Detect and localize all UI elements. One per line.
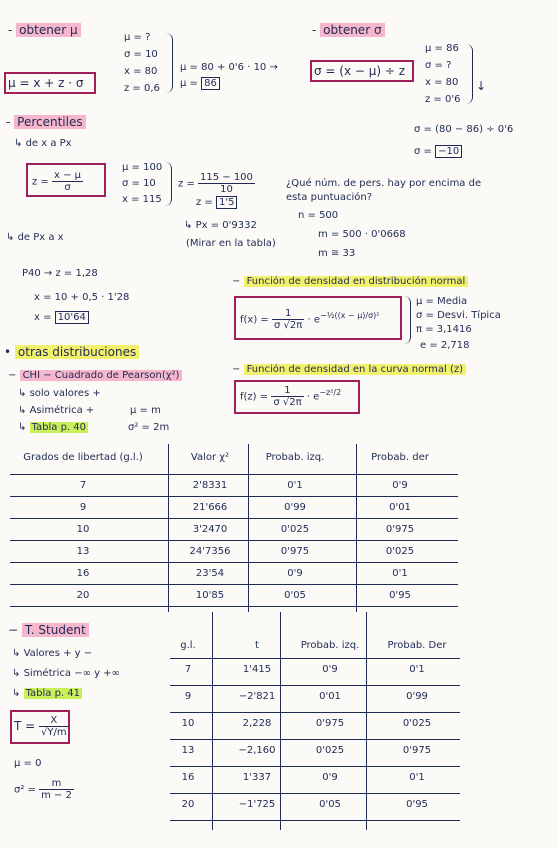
t-mu: μ = 0 [14,758,42,769]
table-cell: 20 [181,799,195,810]
chi-title: − CHI − Cuadrado de Pearson(χ²) [8,370,182,381]
legend-e: e = 2,718 [420,340,470,351]
arrow-down-icon: ↓ [476,79,487,93]
table-cell: −2'821 [238,691,276,702]
table-column-line [356,444,357,612]
given-z: z = 0,6 [124,83,160,94]
table-cell: 0'05 [284,590,306,601]
calc-mu-2: μ = 86 [180,78,220,89]
table-cell: 21'666 [192,502,228,513]
legend-sigma: σ = Desvi. Típica [416,310,501,321]
table-cell: 0'9 [287,568,303,579]
table-cell: 1'415 [242,664,272,675]
given-z: z = 0'6 [425,94,461,105]
question-line-2: esta puntuación? [286,192,373,203]
chi-item-2: ↳ Asimétrica + [18,405,95,416]
table-cell: 20 [76,590,90,601]
table-cell: −1'725 [238,799,276,810]
m-value: m = 500 · 0'0668 [318,229,406,240]
table-cell: 1'337 [242,772,272,783]
table-cell: 2,228 [242,718,272,729]
table-cell: 0'025 [280,524,310,535]
table-cell: 0'99 [406,691,428,702]
section-title-obtener-mu: - obtener μ [8,24,81,37]
table-cell: 0'025 [315,745,345,756]
formula-mu: μ = x + z · σ [8,76,84,90]
formula-t: T = $\frac{X}{√Y/m}$ [14,715,67,738]
table-cell: 0'9 [322,772,338,783]
result-sigma: −10 [435,145,462,158]
given-sigma: σ = ? [425,60,452,71]
section-title-otras: • otras distribuciones [4,346,139,359]
brace [165,162,172,206]
table-row-line [170,685,460,686]
table-header-cell: Valor χ² [190,452,230,463]
brace [404,296,411,344]
legend-mu: μ = Media [416,296,468,307]
table-cell: 0'99 [284,502,306,513]
table-cell: 0'975 [280,546,310,557]
px-value: ↳ Px = 0'9332 [184,220,257,231]
table-cell: 0'05 [319,799,341,810]
result-z: z = 1'5 [196,197,237,208]
table-cell: 0'975 [385,524,415,535]
t-sigma2: σ² = $\frac{m}{m - 2}$ [14,778,72,801]
table-cell: 13 [76,546,90,557]
table-cell: −2,160 [238,745,276,756]
table-row-line [170,793,460,794]
chi-sigma2: σ² = 2m [128,422,170,433]
table-header-cell: g.l. [180,640,196,651]
table-header-cell: Grados de libertad (g.l.) [23,452,143,463]
table-row-line [10,540,458,541]
calc-mu-1: μ = 80 + 0'6 · 10 → [180,62,278,73]
given-x: x = 115 [122,194,162,205]
section-title-tstudent: − T. Student [8,624,89,637]
question-line-1: ¿Qué núm. de pers. hay por encima de [286,178,482,189]
n-value: n = 500 [298,210,339,221]
given-x: x = 80 [425,77,459,88]
table-cell: 0'9 [392,480,408,491]
table-header-cell: Probab. izq. [300,640,360,651]
table-cell: 0'975 [315,718,345,729]
table-cell: 0'95 [406,799,428,810]
table-cell: 0'025 [402,718,432,729]
given-sigma: σ = 10 [122,178,156,189]
table-cell: 7 [184,664,192,675]
table-cell: 7 [79,480,87,491]
table-cell: 9 [79,502,87,513]
m-approx: m ≅ 33 [318,248,356,259]
table-row-line [10,474,458,475]
table-column-line [366,612,367,830]
table-cell: 0'01 [389,502,411,513]
table-cell: 0'9 [322,664,338,675]
brace [166,33,173,93]
table-row-line [170,820,460,821]
section-title-percentiles: - Percentiles [6,116,86,129]
table-cell: 0'1 [409,664,425,675]
section-title-densidad: − Función de densidad en distribución normal [232,276,468,287]
given-x: x = 80 [124,66,158,77]
table-cell: 0'1 [392,568,408,579]
table-row-line [170,712,460,713]
table-header-cell: Probab. Der [387,640,447,651]
table-row-line [10,496,458,497]
table-cell: 23'54 [195,568,225,579]
t-item-2: ↳ Simétrica −∞ y +∞ [12,668,120,679]
table-cell: 0'975 [402,745,432,756]
table-cell: 10 [181,718,195,729]
table-row-line [10,518,458,519]
x-calc-2: x = 10'64 [34,312,89,323]
t-item-3: ↳ Tabla p. 41 [12,688,81,699]
table-cell: 0'1 [287,480,303,491]
given-sigma: σ = 10 [124,49,158,60]
table-column-line [212,612,213,830]
formula-sigma: σ = (x − μ) ÷ z [314,64,406,78]
section-title-obtener-sigma: - obtener σ [312,24,385,37]
given-mu: μ = 86 [425,43,459,54]
brace [466,44,473,104]
result-mu: 86 [201,77,220,90]
table-column-line [280,612,281,830]
table-row-line [170,739,460,740]
given-mu: μ = ? [124,32,151,43]
table-row-line [10,606,458,607]
chi-mu: μ = m [130,405,161,416]
table-cell: 10 [76,524,90,535]
subtitle-x-to-px: ↳ de x a Px [14,138,72,149]
formula-z: z = $\frac{x - \mu}{\sigma}$ [32,170,82,193]
table-cell: 16 [181,772,195,783]
table-cell: 13 [181,745,195,756]
section-title-densidad-z: − Función de densidad en la curva normal (z) [232,364,466,375]
table-header-cell: Probab. der [371,452,429,463]
table-cell: 0'95 [389,590,411,601]
table-cell: 0'025 [385,546,415,557]
table-row-line [170,766,460,767]
table-header-cell: t [255,640,259,651]
subtitle-px-to-x: ↳ de Px a x [6,232,64,243]
table-row-line [10,562,458,563]
table-cell: 0'01 [319,691,341,702]
calc-sigma-2: σ = −10 [414,146,462,157]
table-cell: 16 [76,568,90,579]
table-cell: 2'8331 [192,480,228,491]
table-column-line [168,444,169,612]
table-column-line [248,444,249,612]
table-row-line [170,658,460,659]
table-cell: 0'1 [409,772,425,783]
given-mu: μ = 100 [122,162,163,173]
table-header-cell: Probab. izq. [265,452,325,463]
formula-densidad-z: f(z) = $\frac{1}{\sigma √2\pi}$ · $e^{-z^2/2}$ [240,385,342,408]
calc-sigma-1: σ = (80 − 86) ÷ 0'6 [414,124,514,135]
table-cell: 9 [184,691,192,702]
p40-line: P40 → z = 1,28 [22,268,98,279]
x-calc-1: x = 10 + 0,5 · 1'28 [34,292,130,303]
mirar-tabla: (Mirar en la tabla) [186,238,276,249]
table-cell: 10'85 [195,590,225,601]
chi-item-1: ↳ solo valores + [18,388,101,399]
formula-densidad: f(x) = $\frac{1}{\sigma √2\pi}$ · $e^{-\frac{1}{2}((x - \mu)/\sigma)^2}$ [240,308,380,331]
legend-pi: π = 3,1416 [416,324,472,335]
calc-z: z = $\frac{115 - 100}{10}$ [178,172,253,195]
table-cell: 24'7356 [189,546,231,557]
t-item-1: ↳ Valores + y − [12,648,93,659]
table-row-line [10,584,458,585]
table-cell: 3'2470 [192,524,228,535]
chi-item-3: ↳ Tabla p. 40 [18,422,87,433]
